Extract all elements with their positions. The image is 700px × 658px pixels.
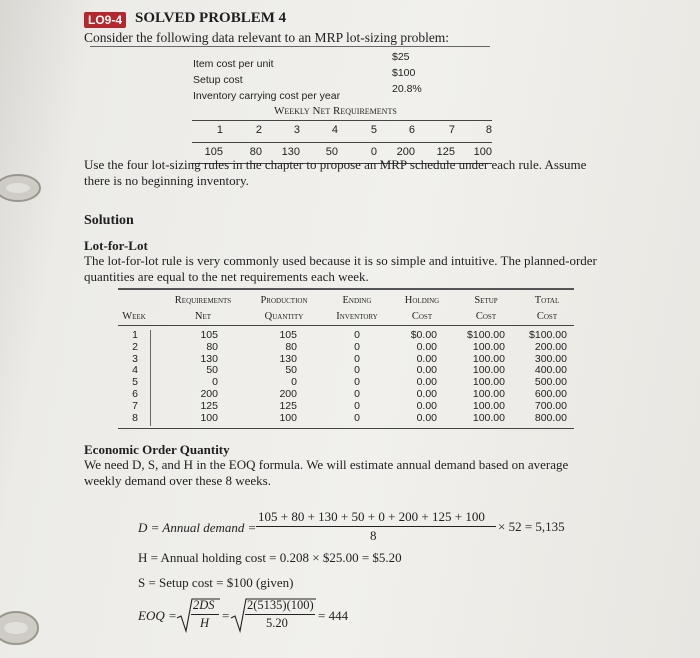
column-header: Requirements	[174, 295, 232, 306]
week-column-rule	[150, 330, 151, 426]
table-cell: $0.00	[410, 329, 437, 341]
table-cell: 700.00	[534, 399, 567, 412]
table-cell: 200	[200, 388, 218, 400]
week-number: 2	[255, 124, 262, 136]
eoq-label: EOQ =	[138, 608, 177, 623]
divider	[90, 46, 490, 47]
table-cell: 105	[279, 329, 297, 341]
equals-sign: =	[222, 608, 230, 623]
table-cell: 200	[279, 388, 297, 400]
setup-cost-line: S = Setup cost = $100 (given)	[138, 575, 294, 590]
table-cell: 0	[354, 388, 360, 400]
table-cell: 0.00	[416, 411, 437, 424]
column-header: Holding	[404, 295, 440, 306]
table-cell: 0	[354, 376, 360, 389]
net-requirement: 130	[281, 146, 300, 158]
table-cell: 800.00	[534, 411, 567, 424]
fraction-bar	[256, 526, 496, 527]
table-cell: $100.00	[529, 329, 567, 341]
net-requirement: 105	[204, 146, 223, 158]
eoq-result: = 444	[318, 608, 349, 623]
demand-result: × 52 = 5,135	[498, 519, 565, 534]
table-cell: 7	[132, 399, 138, 412]
table-bottom-rule	[118, 428, 574, 429]
eoq-denominator-values: 5.20	[266, 616, 288, 630]
table-header-rule	[118, 325, 574, 326]
param-label: Item cost per unit	[193, 58, 274, 70]
param-value: 20.8%	[392, 83, 422, 95]
table-cell: 0	[354, 340, 360, 353]
annual-demand-label: D = Annual demand =	[138, 520, 257, 535]
table-cell: 0.00	[416, 340, 437, 353]
net-requirement: 0	[370, 146, 377, 158]
binder-ring-icon	[0, 604, 46, 654]
table-cell: 600.00	[534, 388, 567, 400]
net-requirement: 125	[436, 146, 455, 158]
column-header: Total	[534, 295, 560, 306]
table-cell: 100.00	[472, 376, 505, 389]
table-cell: 500.00	[534, 376, 567, 389]
net-requirement: 80	[249, 146, 262, 158]
table-cell: 2	[132, 340, 138, 353]
column-header: Cost	[475, 311, 497, 322]
table-cell: 0	[291, 376, 297, 389]
table-cell: 8	[132, 411, 138, 424]
table-cell: 105	[200, 329, 218, 341]
week-number: 6	[408, 124, 415, 136]
table-cell: 0	[354, 411, 360, 424]
binder-ring-icon	[0, 168, 46, 210]
table-cell: 0	[354, 352, 360, 365]
demand-denominator: 8	[370, 528, 377, 543]
table-cell: 125	[279, 399, 297, 412]
problem-title: SOLVED PROBLEM 4	[135, 10, 287, 26]
eoq-denominator: H	[200, 616, 210, 630]
table-cell: 130	[279, 352, 297, 365]
lfl-heading: Lot-for-Lot	[84, 238, 148, 253]
week-number: 8	[485, 124, 492, 136]
table-cell: 80	[285, 340, 297, 353]
table-cell: 100.00	[472, 411, 505, 424]
demand-numerator: 105 + 80 + 130 + 50 + 0 + 200 + 125 + 100	[258, 509, 485, 524]
table-cell: 100	[279, 411, 297, 424]
table-cell: 100.00	[472, 340, 505, 353]
week-number: 5	[370, 124, 377, 136]
table-cell: 100.00	[472, 352, 505, 365]
param-value: $100	[392, 67, 416, 79]
column-header: Cost	[411, 311, 433, 322]
column-header: Net	[194, 311, 212, 322]
table-cell: 0.00	[416, 376, 437, 389]
param-label: Setup cost	[193, 74, 243, 86]
param-value: $25	[392, 51, 410, 63]
table-cell: 0.00	[416, 388, 437, 400]
column-header: Inventory	[336, 311, 378, 322]
column-header: Week	[122, 311, 146, 322]
learning-objective-badge: LO9-4	[84, 12, 126, 28]
table-cell: 0	[354, 329, 360, 341]
param-label: Inventory carrying cost per year	[193, 90, 341, 102]
table-cell: 4	[132, 364, 138, 377]
table-cell: 100.00	[472, 388, 505, 400]
table-cell: 3	[132, 352, 138, 365]
eoq-heading: Economic Order Quantity	[84, 442, 230, 457]
intro-text: Consider the following data relevant to an MRP lot-sizing problem:	[84, 30, 450, 45]
eoq-numerator-values: 2(5135)(100)	[247, 598, 314, 612]
week-number: 1	[216, 124, 223, 136]
table-cell: $100.00	[467, 329, 505, 341]
table-cell: 0	[354, 364, 360, 377]
divider	[192, 120, 492, 121]
weekly-title: Weekly Net Requirements	[274, 105, 397, 117]
lfl-text: The lot-for-lot rule is very commonly used because it is so simple and intuitive. The planned-order quantities are equal to the net requirements each week.	[84, 253, 597, 284]
column-header: Production	[260, 295, 308, 306]
week-number: 7	[448, 124, 455, 136]
table-cell: 125	[200, 399, 218, 412]
column-header: Cost	[536, 311, 558, 322]
table-cell: 100.00	[472, 364, 505, 377]
column-header: Quantity	[264, 311, 304, 322]
net-requirement: 200	[396, 146, 415, 158]
eoq-text: We need D, S, and H in the EOQ formula. We will estimate annual demand based on average weekly demand over these 8 weeks.	[84, 457, 569, 488]
table-cell: 100	[200, 411, 218, 424]
column-header: Ending	[342, 295, 372, 306]
table-cell: 0.00	[416, 364, 437, 377]
solution-heading: Solution	[84, 213, 134, 228]
table-cell: 5	[132, 376, 138, 389]
holding-cost-line: H = Annual holding cost = 0.208 × $25.00 = $5.20	[138, 550, 402, 565]
table-cell: 0.00	[416, 352, 437, 365]
table-cell: 6	[132, 388, 138, 400]
week-number: 4	[331, 124, 338, 136]
week-number: 3	[293, 124, 300, 136]
column-header: Setup	[474, 295, 498, 306]
table-cell: 80	[206, 340, 218, 353]
divider	[192, 142, 492, 143]
eoq-numerator: 2DS	[193, 598, 215, 612]
table-cell: 50	[285, 364, 297, 377]
table-cell: 400.00	[534, 364, 567, 377]
table-cell: 100.00	[472, 399, 505, 412]
fraction-bar	[191, 614, 219, 615]
table-cell: 200.00	[534, 340, 567, 353]
net-requirement: 50	[325, 146, 338, 158]
table-cell: 0	[354, 399, 360, 412]
table-cell: 50	[206, 364, 218, 377]
table-cell: 0.00	[416, 399, 437, 412]
table-cell: 300.00	[534, 352, 567, 365]
table-cell: 0	[212, 376, 218, 389]
table-top-rule	[118, 288, 574, 290]
fraction-bar	[245, 614, 315, 615]
question-text: Use the four lot-sizing rules in the chapter to propose an MRP schedule under each rule. Assume there is no beginning inventory.	[84, 157, 587, 188]
net-requirement: 100	[473, 146, 492, 158]
table-cell: 1	[132, 329, 138, 341]
table-cell: 130	[200, 352, 218, 365]
